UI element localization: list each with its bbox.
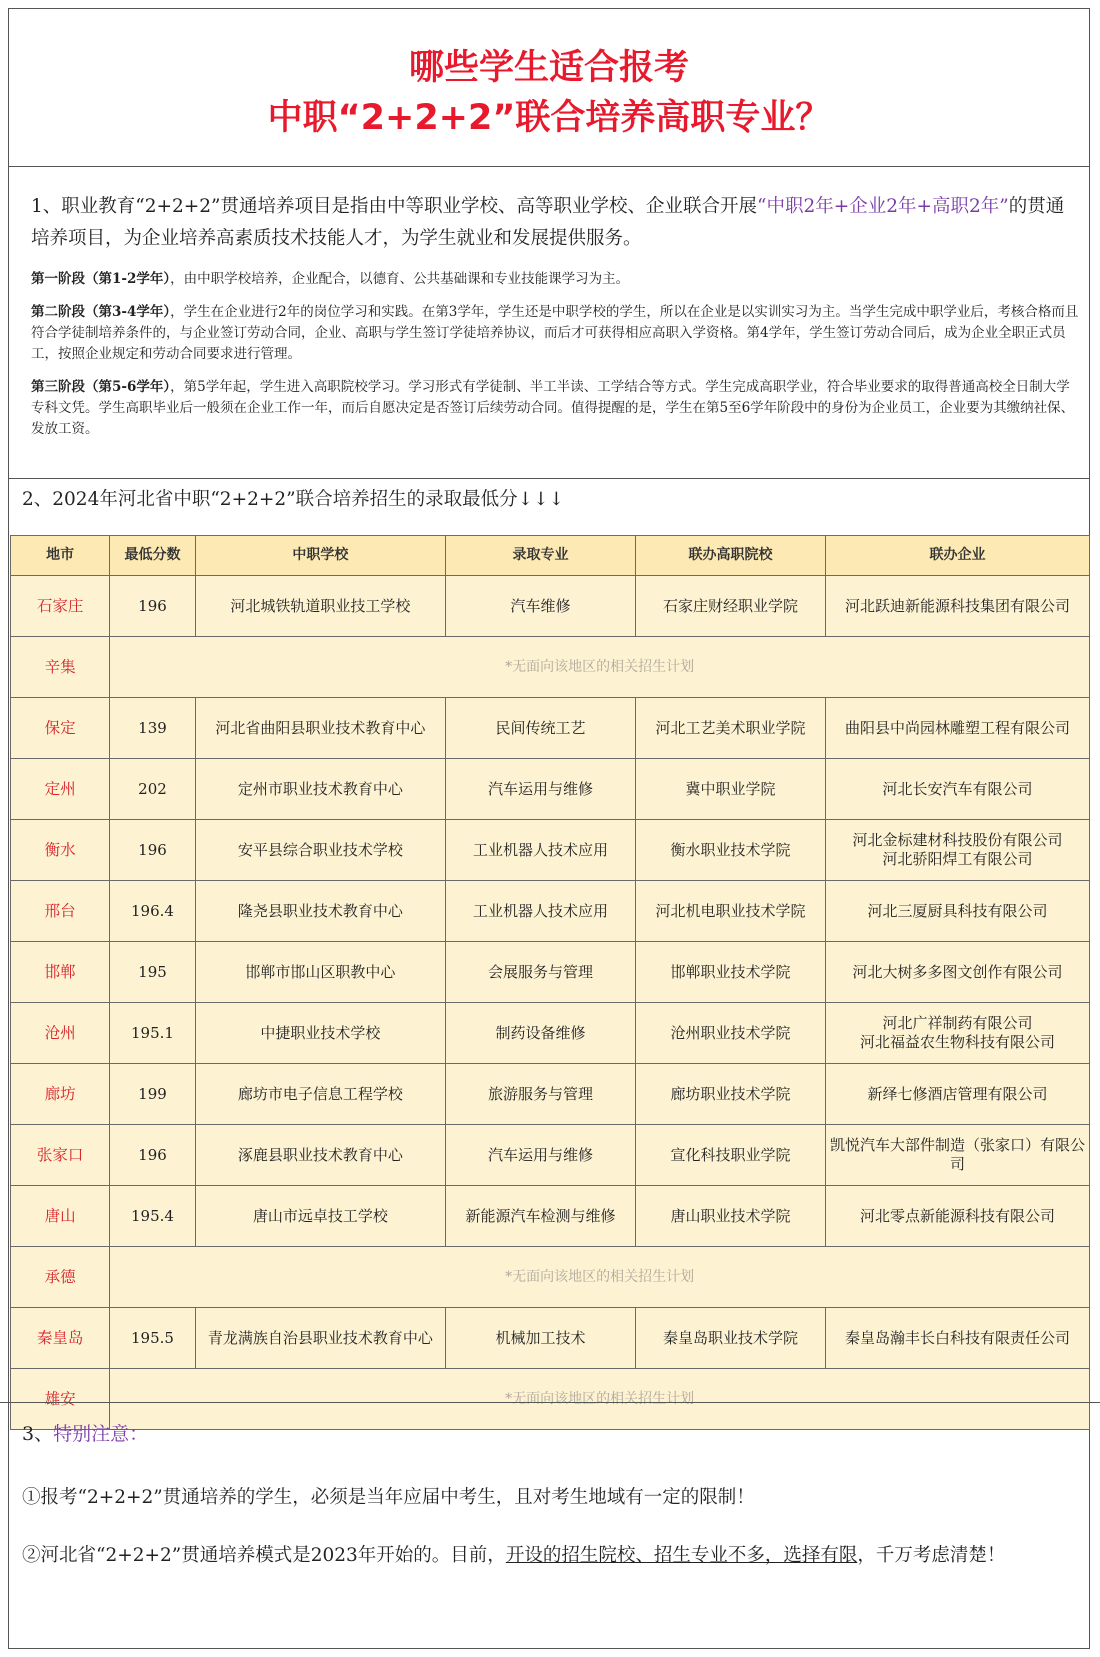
intro-text-end: 的贯通培养项目，为企业培养高素质技术技能人才，为学生就业和发展提供服务。 bbox=[31, 196, 1065, 249]
city-cell: 廊坊 bbox=[11, 1064, 110, 1125]
table-row bbox=[11, 1064, 1090, 1125]
city-cell: 雄安 bbox=[11, 1369, 110, 1430]
major-cell: 汽车维修 bbox=[445, 576, 635, 637]
min-score-cell: 195.1 bbox=[110, 1003, 196, 1064]
note-2 bbox=[22, 1540, 1062, 1572]
school-cell: 青龙满族自治县职业技术教育中心 bbox=[195, 1308, 445, 1369]
min-score-cell: 196.4 bbox=[110, 881, 196, 942]
city-cell: 邯郸 bbox=[11, 942, 110, 1003]
college-cell: 河北工艺美术职业学院 bbox=[635, 698, 825, 759]
stage-1-heading: 第一阶段（第1-2学年） bbox=[31, 271, 171, 287]
college-cell: 沧州职业技术学院 bbox=[635, 1003, 825, 1064]
city-cell: 秦皇岛 bbox=[11, 1308, 110, 1369]
school-cell: 邯郸市邯山区职教中心 bbox=[195, 942, 445, 1003]
admission-score-table bbox=[10, 535, 1090, 1430]
min-score-cell: 195.5 bbox=[110, 1308, 196, 1369]
school-cell: 唐山市远卓技工学校 bbox=[195, 1186, 445, 1247]
min-score-cell: 195 bbox=[110, 942, 196, 1003]
no-plan-cell: *无面向该地区的相关招生计划 bbox=[110, 637, 1090, 698]
college-cell: 唐山职业技术学院 bbox=[635, 1186, 825, 1247]
intro-text: 1、职业教育“2+2+2”贯通培养项目是指由中等职业学校、高等职业学校、企业联合开展 bbox=[31, 196, 758, 217]
college-cell: 宣化科技职业学院 bbox=[635, 1125, 825, 1186]
college-cell: 秦皇岛职业技术学院 bbox=[635, 1308, 825, 1369]
table-row bbox=[11, 1369, 1090, 1430]
min-score-cell: 196 bbox=[110, 1125, 196, 1186]
school-cell: 隆尧县职业技术教育中心 bbox=[195, 881, 445, 942]
city-cell: 邢台 bbox=[11, 881, 110, 942]
college-cell: 冀中职业学院 bbox=[635, 759, 825, 820]
section3-title bbox=[22, 1420, 148, 1448]
major-cell: 制药设备维修 bbox=[445, 1003, 635, 1064]
table-row bbox=[11, 820, 1090, 881]
city-cell: 保定 bbox=[11, 698, 110, 759]
header-company: 联办企业 bbox=[826, 536, 1090, 576]
stage-2 bbox=[31, 302, 1079, 365]
section-intro bbox=[9, 167, 1089, 479]
school-cell: 河北省曲阳县职业技术教育中心 bbox=[195, 698, 445, 759]
min-score-cell: 195.4 bbox=[110, 1186, 196, 1247]
min-score-cell: 139 bbox=[110, 698, 196, 759]
major-cell: 旅游服务与管理 bbox=[445, 1064, 635, 1125]
table-row bbox=[11, 1308, 1090, 1369]
company-cell: 河北大树多多图文创作有限公司 bbox=[826, 942, 1090, 1003]
city-cell: 石家庄 bbox=[11, 576, 110, 637]
table-header-row bbox=[11, 536, 1090, 576]
section3-heading: 特别注意： bbox=[53, 1423, 149, 1445]
college-cell: 廊坊职业技术学院 bbox=[635, 1064, 825, 1125]
table-row bbox=[11, 637, 1090, 698]
min-score-cell: 196 bbox=[110, 820, 196, 881]
school-cell: 定州市职业技术教育中心 bbox=[195, 759, 445, 820]
major-cell: 新能源汽车检测与维修 bbox=[445, 1186, 635, 1247]
company-cell: 河北零点新能源科技有限公司 bbox=[826, 1186, 1090, 1247]
company-cell: 河北金标建材科技股份有限公司 河北骄阳焊工有限公司 bbox=[826, 820, 1090, 881]
city-cell: 沧州 bbox=[11, 1003, 110, 1064]
note-2-text: ②河北省“2+2+2”贯通培养模式是2023年开始的。目前， bbox=[22, 1545, 506, 1566]
note-2-underlined: 开设的招生院校、招生专业不多，选择有限 bbox=[505, 1545, 858, 1566]
header-college: 联办高职院校 bbox=[635, 536, 825, 576]
note-2-text-end: ，千万考虑清楚！ bbox=[857, 1545, 1006, 1566]
school-cell: 河北城铁轨道职业技工学校 bbox=[195, 576, 445, 637]
intro-paragraph bbox=[31, 191, 1079, 255]
section3-divider bbox=[0, 1402, 1100, 1403]
table-row bbox=[11, 942, 1090, 1003]
college-cell: 衡水职业技术学院 bbox=[635, 820, 825, 881]
min-score-cell: 199 bbox=[110, 1064, 196, 1125]
company-cell: 河北长安汽车有限公司 bbox=[826, 759, 1090, 820]
company-cell: 河北跃迪新能源科技集团有限公司 bbox=[826, 576, 1090, 637]
stage-1-text: ，由中职学校培养，企业配合，以德育、公共基础课和专业技能课学习为主。 bbox=[170, 271, 630, 287]
stage-1 bbox=[31, 269, 1079, 290]
header-school: 中职学校 bbox=[195, 536, 445, 576]
company-cell: 河北广祥制药有限公司 河北福益农生物科技有限公司 bbox=[826, 1003, 1090, 1064]
table-row bbox=[11, 1125, 1090, 1186]
company-cell: 曲阳县中尚园林雕塑工程有限公司 bbox=[826, 698, 1090, 759]
page-title-line1: 哪些学生适合报考 bbox=[408, 48, 689, 88]
header-min-score: 最低分数 bbox=[110, 536, 196, 576]
major-cell: 汽车运用与维修 bbox=[445, 759, 635, 820]
school-cell: 中捷职业技术学校 bbox=[195, 1003, 445, 1064]
table-row bbox=[11, 759, 1090, 820]
college-cell: 石家庄财经职业学院 bbox=[635, 576, 825, 637]
stage-3-heading: 第三阶段（第5-6学年） bbox=[31, 379, 171, 395]
no-plan-cell: *无面向该地区的相关招生计划 bbox=[110, 1247, 1090, 1308]
school-cell: 廊坊市电子信息工程学校 bbox=[195, 1064, 445, 1125]
college-cell: 河北机电职业技术学院 bbox=[635, 881, 825, 942]
major-cell: 会展服务与管理 bbox=[445, 942, 635, 1003]
city-cell: 承德 bbox=[11, 1247, 110, 1308]
major-cell: 工业机器人技术应用 bbox=[445, 820, 635, 881]
stage-2-text: ，学生在企业进行2年的岗位学习和实践。在第3学年，学生还是中职学校的学生，所以在企业是以实训实习为主。当学生完成中职学业后，考核合格而且符合学徒制培养条件的，与企业签订劳动合同，企业、高职与学生签订学徒培养协议，而后才可获得相应高职入学资格。第4学年，学生签订劳动合同后，成为企业全职正式员工，按照企业规定和劳动合同要求进行管理。 bbox=[31, 304, 1079, 362]
major-cell: 汽车运用与维修 bbox=[445, 1125, 635, 1186]
company-cell: 新绎七修酒店管理有限公司 bbox=[826, 1064, 1090, 1125]
min-score-cell: 202 bbox=[110, 759, 196, 820]
page-title-line2: 中职“2+2+2”联合培养高职专业？ bbox=[267, 98, 831, 138]
table-row bbox=[11, 1186, 1090, 1247]
section2-title: 2、2024年河北省中职“2+2+2”联合培养招生的录取最低分↓↓↓ bbox=[22, 489, 565, 510]
city-cell: 衡水 bbox=[11, 820, 110, 881]
table-row bbox=[11, 576, 1090, 637]
table-body bbox=[11, 576, 1090, 1430]
section3-number: 3、 bbox=[22, 1423, 54, 1445]
school-cell: 安平县综合职业技术学校 bbox=[195, 820, 445, 881]
company-cell: 凯悦汽车大部件制造（张家口）有限公司 bbox=[826, 1125, 1090, 1186]
header-major: 录取专业 bbox=[445, 536, 635, 576]
major-cell: 工业机器人技术应用 bbox=[445, 881, 635, 942]
major-cell: 机械加工技术 bbox=[445, 1308, 635, 1369]
intro-highlight: “中职2年+企业2年+高职2年” bbox=[757, 196, 1009, 217]
header-city: 地市 bbox=[11, 536, 110, 576]
company-cell: 河北三厦厨具科技有限公司 bbox=[826, 881, 1090, 942]
table-row bbox=[11, 1003, 1090, 1064]
stage-3 bbox=[31, 377, 1079, 440]
title-box bbox=[9, 9, 1089, 167]
table-row bbox=[11, 881, 1090, 942]
note-1: ①报考“2+2+2”贯通培养的学生，必须是当年应届中考生，且对考生地域有一定的限制！ bbox=[22, 1487, 755, 1508]
city-cell: 张家口 bbox=[11, 1125, 110, 1186]
stage-2-heading: 第二阶段（第3-4学年） bbox=[31, 304, 171, 320]
city-cell: 唐山 bbox=[11, 1186, 110, 1247]
min-score-cell: 196 bbox=[110, 576, 196, 637]
stage-3-text: ，第5学年起，学生进入高职院校学习。学习形式有学徒制、半工半读、工学结合等方式。学生完成高职学业，符合毕业要求的取得普通高校全日制大学专科文凭。学生高职毕业后一般须在企业工作一年，而后自愿决定是否签订后续劳动合同。值得提醒的是，学生在第5至6学年阶段中的身份为企业员工，企业要为其缴纳社保、发放工资。 bbox=[31, 379, 1075, 437]
no-plan-cell: *无面向该地区的相关招生计划 bbox=[110, 1369, 1090, 1430]
college-cell: 邯郸职业技术学院 bbox=[635, 942, 825, 1003]
company-cell: 秦皇岛瀚丰长白科技有限责任公司 bbox=[826, 1308, 1090, 1369]
school-cell: 涿鹿县职业技术教育中心 bbox=[195, 1125, 445, 1186]
table-row bbox=[11, 1247, 1090, 1308]
city-cell: 辛集 bbox=[11, 637, 110, 698]
city-cell: 定州 bbox=[11, 759, 110, 820]
table-row bbox=[11, 698, 1090, 759]
major-cell: 民间传统工艺 bbox=[445, 698, 635, 759]
